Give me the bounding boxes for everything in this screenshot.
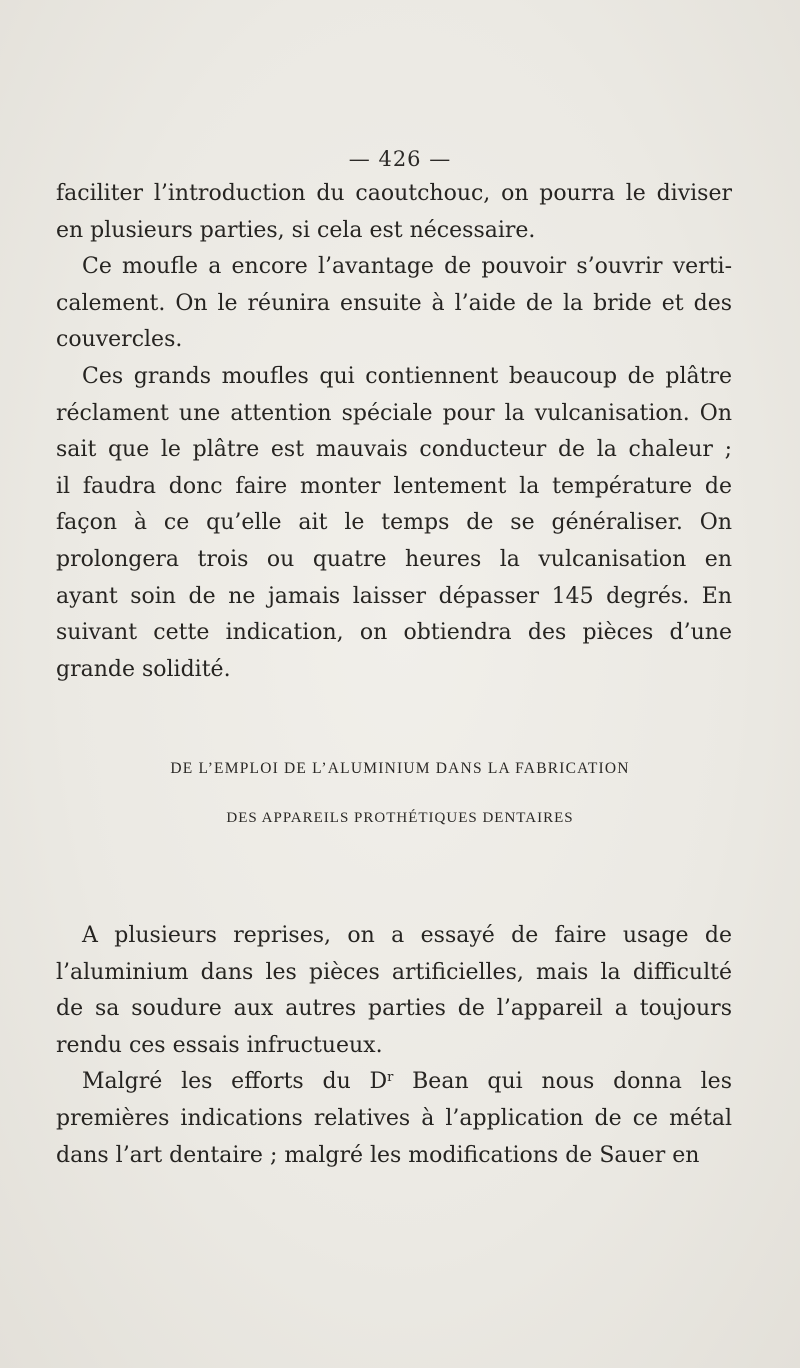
text-fragment: Malgré les efforts du D bbox=[82, 1069, 388, 1095]
section-heading-line-1: DE L’EMPLOI DE L’ALUMINIUM DANS LA FABRICATION bbox=[170, 760, 630, 777]
section-heading-line-2: DES APPAREILS PROTHÉTIQUES DENTAIRES bbox=[226, 810, 574, 826]
text-line: Ce moufle a encore l’avantage de pouvoir s’ouvrir verti- bbox=[82, 254, 732, 280]
text-line: de sa soudure aux autres parties de l’appareil a toujours bbox=[56, 996, 732, 1022]
text-line: premières indications relatives à l’application de ce métal bbox=[56, 1105, 732, 1131]
text-line: dans l’art dentaire ; malgré les modifications de Sauer en bbox=[56, 1142, 700, 1168]
text-line: A plusieurs reprises, on a essayé de faire usage de bbox=[82, 923, 732, 948]
text-line: suivant cette indication, on obtiendra des pièces d’une bbox=[56, 620, 732, 646]
text-line: faciliter l’introduction du caoutchouc, on pourra le diviser bbox=[56, 181, 732, 206]
page-number: — 426 — bbox=[348, 147, 452, 171]
text-line: réclament une attention spéciale pour la vulcanisation. On bbox=[56, 400, 732, 426]
text-line: façon à ce qu’elle ait le temps de se généraliser. On bbox=[56, 510, 732, 536]
text-block-top bbox=[56, 176, 732, 688]
text-line-with-superscript bbox=[56, 1064, 732, 1101]
text-block-bottom bbox=[56, 918, 732, 1174]
superscript: r bbox=[387, 1070, 394, 1086]
text-line: en plusieurs parties, si cela est nécessaire. bbox=[56, 217, 536, 243]
text-line: prolongera trois ou quatre heures la vulcanisation en bbox=[56, 546, 732, 572]
text-line: ayant soin de ne jamais laisser dépasser 145 degrés. En bbox=[56, 583, 732, 609]
text-line: l’aluminium dans les pièces artificielles, mais la difficulté bbox=[56, 959, 732, 985]
text-fragment: Bean qui nous donna les bbox=[393, 1069, 732, 1095]
text-line: Ces grands moufles qui contiennent beaucoup de plâtre bbox=[82, 363, 732, 389]
text-line: sait que le plâtre est mauvais conducteur de la chaleur ; bbox=[56, 437, 732, 463]
text-line: rendu ces essais infructueux. bbox=[56, 1032, 383, 1058]
text-line: grande solidité. bbox=[56, 656, 231, 682]
text-line: il faudra donc faire monter lentement la température de bbox=[56, 473, 732, 499]
text-line: calement. On le réunira ensuite à l’aide de la bride et des bbox=[56, 290, 732, 316]
text-line: couvercles. bbox=[56, 327, 183, 353]
